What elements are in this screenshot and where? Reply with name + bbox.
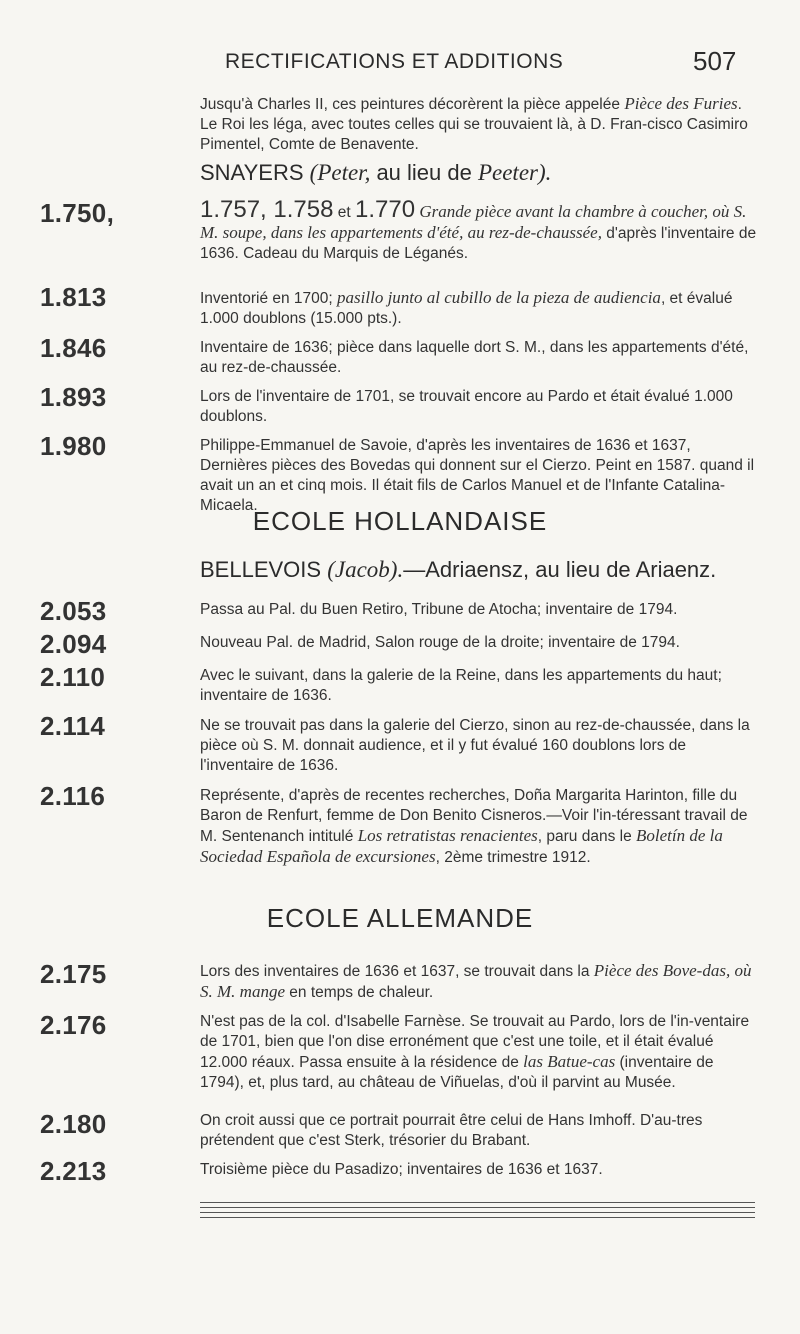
- catalog-number: 2.176: [40, 1010, 107, 1040]
- entry-text: Représente, d'après de recentes recherches, Doña Margarita Harinton, fille du Baron de Renfurt, femme de Don Benito Cisneros.—Voir l'in-téressant travail de M. Sentenanch intitulé Los retratistas renacientes, paru dans le Boletín de la Sociedad Española de excursiones, 2ème trimestre 1912.: [200, 787, 748, 866]
- entry-text: Nouveau Pal. de Madrid, Salon rouge de la droite; inventaire de 1794.: [200, 634, 680, 651]
- entry-text: Lors des inventaires de 1636 et 1637, se trouvait dans la Pièce des Bove-das, où S. M. mange en temps de chaleur.: [200, 961, 752, 1001]
- catalog-number: 1.813: [40, 282, 107, 312]
- catalog-number: 1.846: [40, 333, 107, 363]
- entry-text: Troisième pièce du Pasadizo; inventaires de 1636 et 1637.: [200, 1161, 603, 1178]
- page-header: [0, 44, 800, 84]
- catalog-number: 1.750,: [40, 198, 115, 228]
- entry-text: On croit aussi que ce portrait pourrait être celui de Hans Imhoff. D'au-tres prétendent que c'est Sterk, trésorier du Brabant.: [200, 1112, 703, 1149]
- footer-rule: [200, 1217, 755, 1218]
- entry-text: N'est pas de la col. d'Isabelle Farnèse. Se trouvait au Pardo, lors de l'in-ventaire de 1701, bien que l'on dise erronément que c'est une toile, et il était évalué 12.000 réaux. Passa ensuite à la résidence de las Batue-cas (inventaire de 1794), et, plus tard, au château de Viñuelas, d'où il parvint au Musée.: [200, 1013, 750, 1091]
- section-heading-ecole-hollandaise: ECOLE HOLLANDAISE: [252, 506, 548, 536]
- page-number: 507: [693, 46, 737, 76]
- catalog-number: 2.180: [40, 1109, 107, 1139]
- catalog-number: 2.110: [40, 662, 106, 692]
- catalog-number: 1.893: [40, 382, 107, 412]
- entry-text: Passa au Pal. du Buen Retiro, Tribune de Atocha; inventaire de 1794.: [200, 601, 678, 618]
- artist-heading-snayers: SNAYERS (Peter, au lieu de Peeter).: [200, 160, 552, 185]
- entry-text: Ne se trouvait pas dans la galerie del Cierzo, sinon au rez-de-chaussée, dans la pièce où S. M. donnait audience, et il y fut évalué 160 doublons lors de l'inventaire de 1636.: [200, 717, 750, 774]
- section-heading-ecole-allemande: ECOLE ALLEMANDE: [266, 903, 534, 933]
- entry-text: Lors de l'inventaire de 1701, se trouvait encore au Pardo et était évalué 1.000 doublons.: [200, 388, 733, 425]
- footer-rule: [200, 1202, 755, 1203]
- entry-text: Avec le suivant, dans la galerie de la Reine, dans les appartements du haut; inventaire de 1636.: [200, 667, 722, 704]
- catalog-number: 2.094: [40, 629, 107, 659]
- artist-heading-bellevois: BELLEVOIS (Jacob).—Adriaensz, au lieu de Ariaenz.: [200, 557, 717, 582]
- entry-text: Inventaire de 1636; pièce dans laquelle dort S. M., dans les appartements d'été, au rez-de-chaussée.: [200, 339, 749, 376]
- catalog-number: 2.053: [40, 596, 107, 626]
- catalog-number: 2.114: [40, 711, 106, 741]
- catalog-number: 1.980: [40, 431, 107, 461]
- catalog-number: 2.213: [40, 1156, 107, 1186]
- footer-rule: [200, 1212, 755, 1213]
- running-title: RECTIFICATIONS ET ADDITIONS: [225, 50, 564, 73]
- footer-rule: [200, 1207, 755, 1208]
- entry-text: Philippe-Emmanuel de Savoie, d'après les inventaires de 1636 et 1637, Dernières pièces des Bovedas qui donnent sur el Cierzo. Peint en 1587. quand il avait un an et cinq mois. Il était fils de Carlos Manuel et de l'Infante Catalina-Micaela.: [200, 437, 755, 514]
- entry-text: Inventorié en 1700; pasillo junto al cubillo de la pieza de audiencia, et évalué 1.000 doublons (15.000 pts.).: [200, 288, 733, 327]
- catalog-number: 2.116: [40, 781, 106, 811]
- catalog-number: 2.175: [40, 959, 107, 989]
- intro-paragraph: Jusqu'à Charles II, ces peintures décorèrent la pièce appelée Pièce des Furies. Le Roi les léga, avec toutes celles qui se trouvaient là, à D. Fran-cisco Casimiro Pimentel, Comte de Benavente.: [200, 94, 748, 153]
- entry-text: 1.757, 1.758 et 1.770 Grande pièce avant la chambre à coucher, où S. M. soupe, dans les appartements d'été, au rez-de-chaussée, d'après l'inventaire de 1636. Cadeau du Marquis de Léganés.: [200, 196, 757, 262]
